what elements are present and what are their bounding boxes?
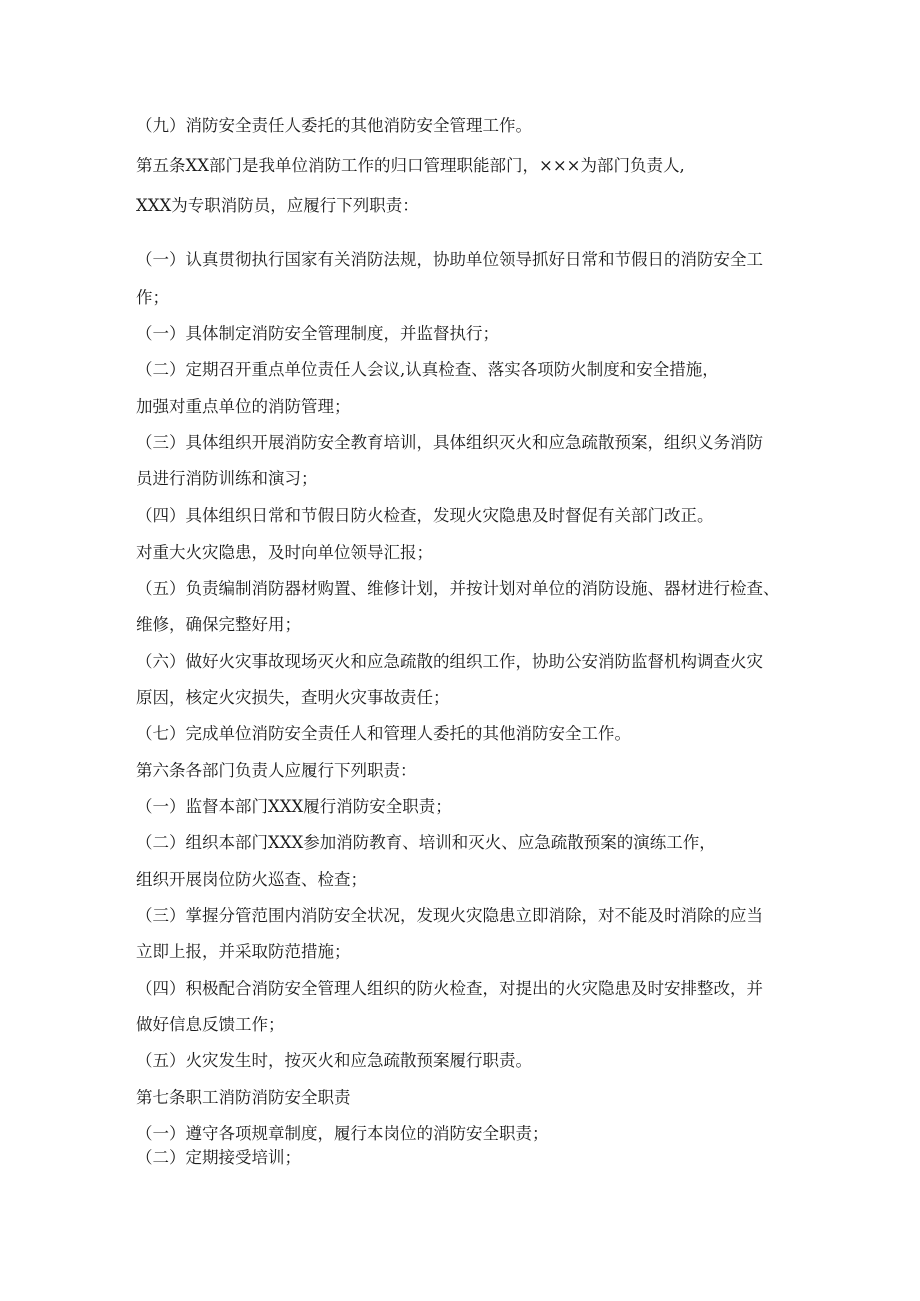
text-line: （四）具体组织日常和节假日防火检查，发现火灾隐患及时督促有关部门改正。 xyxy=(136,506,714,525)
text-line: （三）具体组织开展消防安全教育培训，具体组织灭火和应急疏散预案，组织义务消防 xyxy=(136,433,763,452)
text-line: （六）做好火灾事故现场灭火和应急疏散的组织工作，协助公安消防监督机构调查火灾 xyxy=(136,652,763,671)
text-line: （九）消防安全责任人委托的其他消防安全管理工作。 xyxy=(136,116,532,135)
text-line: 第七条职工消防消防安全职责 xyxy=(136,1088,351,1107)
text-line: （二）定期接受培训； xyxy=(136,1148,301,1167)
text-line: XXX为专职消防员，应履行下列职责： xyxy=(136,196,419,215)
text-line: （五）火灾发生时，按灭火和应急疏散预案履行职责。 xyxy=(136,1051,532,1070)
text-line: 做好信息反馈工作； xyxy=(136,1015,285,1034)
text-line: 立即上报，并采取防范措施； xyxy=(136,942,351,961)
text-line: （一）监督本部门XXX履行消防安全职责； xyxy=(136,797,452,816)
text-line: （二）组织本部门XXX参加消防教育、培训和灭火、应急疏散预案的演练工作， xyxy=(136,833,716,852)
text-line: （五）负责编制消防器材购置、维修计划，并按计划对单位的消防设施、器材进行检查、 xyxy=(136,579,780,598)
text-line: （三）掌握分管范围内消防安全状况，发现火灾隐患立即消除，对不能及时消除的应当 xyxy=(136,906,763,925)
text-line: （一）遵守各项规章制度，履行本岗位的消防安全职责； xyxy=(136,1124,549,1143)
text-line: 第五条XX部门是我单位消防工作的归口管理职能部门，×××为部门负责人, xyxy=(136,156,685,175)
text-line: （一）认真贯彻执行国家有关消防法规，协助单位领导抓好日常和节假日的消防安全工 xyxy=(136,250,763,269)
text-line: （四）积极配合消防安全管理人组织的防火检查，对提出的火灾隐患及时安排整改，并 xyxy=(136,979,763,998)
text-line: 加强对重点单位的消防管理； xyxy=(136,397,351,416)
text-line: （二）定期召开重点单位责任人会议,认真检查、落实各项防火制度和安全措施， xyxy=(136,360,719,379)
text-line: 作； xyxy=(136,288,169,307)
text-line: （一）具体制定消防安全管理制度，并监督执行； xyxy=(136,324,499,343)
text-line: 原因，核定火灾损失，查明火灾事故责任； xyxy=(136,688,450,707)
text-line: 维修，确保完整好用； xyxy=(136,615,301,634)
text-line: 对重大火灾隐患，及时向单位领导汇报； xyxy=(136,543,433,562)
text-line: 第六条各部门负责人应履行下列职责： xyxy=(136,761,417,780)
text-line: （七）完成单位消防安全责任人和管理人委托的其他消防安全工作。 xyxy=(136,724,631,743)
text-line: 员进行消防训练和演习； xyxy=(136,469,318,488)
text-line: 组织开展岗位防火巡查、检查； xyxy=(136,870,367,889)
